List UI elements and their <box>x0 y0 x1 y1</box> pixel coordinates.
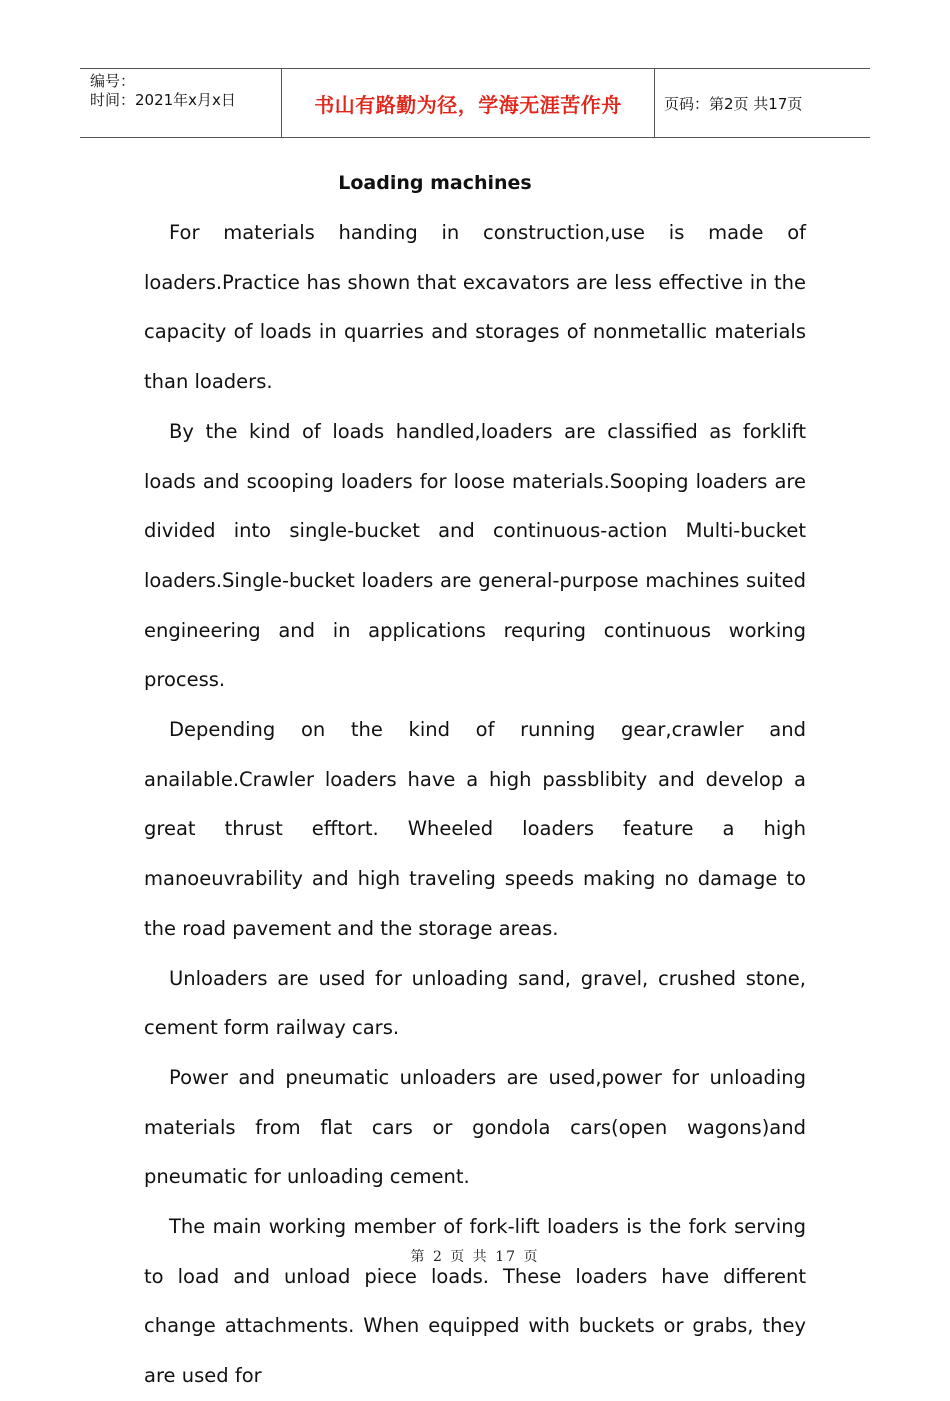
header-page-code: 页码：第2页 共17页 <box>664 94 803 113</box>
paragraph: The main working member of fork-lift loaders is the fork serving to load and unload piece loads. These loaders have different change attachments. When equipped with buckets or grabs, they are used for <box>144 1215 806 1388</box>
header-motto-cell <box>281 69 655 137</box>
header-page-cell <box>654 69 870 137</box>
document-body <box>144 158 806 1401</box>
page-footer: 第 2 页 共 17 页 <box>410 1249 540 1265</box>
header-info-cell <box>80 69 280 137</box>
document-number-label: 编号： <box>90 72 136 90</box>
page-header <box>80 68 870 138</box>
paragraph: By the kind of loads handled,loaders are classified as forklift loads and scooping loaders for loose materials.Sooping loaders are divided into single-bucket and continuous-action Multi-bucket loaders.Single-bucket loaders are general-purpose machines suited engineering and in applications requring continuous working process. <box>144 419 806 692</box>
paragraph: Depending on the kind of running gear,crawler and anailable.Crawler loaders have a high passblibity and develop a great thrust efftort. Wheeled loaders feature a high manoeuvrability and high traveling speeds making no damage to the road pavement and the storage areas. <box>144 718 806 940</box>
document-date-label: 时间：2021年x月x日 <box>90 91 236 109</box>
document-title: Loading machines <box>338 172 532 194</box>
paragraph: For materials handing in construction,use is made of loaders.Practice has shown that excavators are less effective in the capacity of loads in quarries and storages of nonmetallic materials than loaders. <box>144 221 806 394</box>
paragraph: Power and pneumatic unloaders are used,power for unloading materials from flat cars or gondola cars(open wagons)and pneumatic for unloading cement. <box>144 1065 806 1189</box>
header-motto: 书山有路勤为径，学海无涯苦作舟 <box>314 92 622 117</box>
paragraph: Unloaders are used for unloading sand, gravel, crushed stone, cement form railway cars. <box>144 966 806 1040</box>
